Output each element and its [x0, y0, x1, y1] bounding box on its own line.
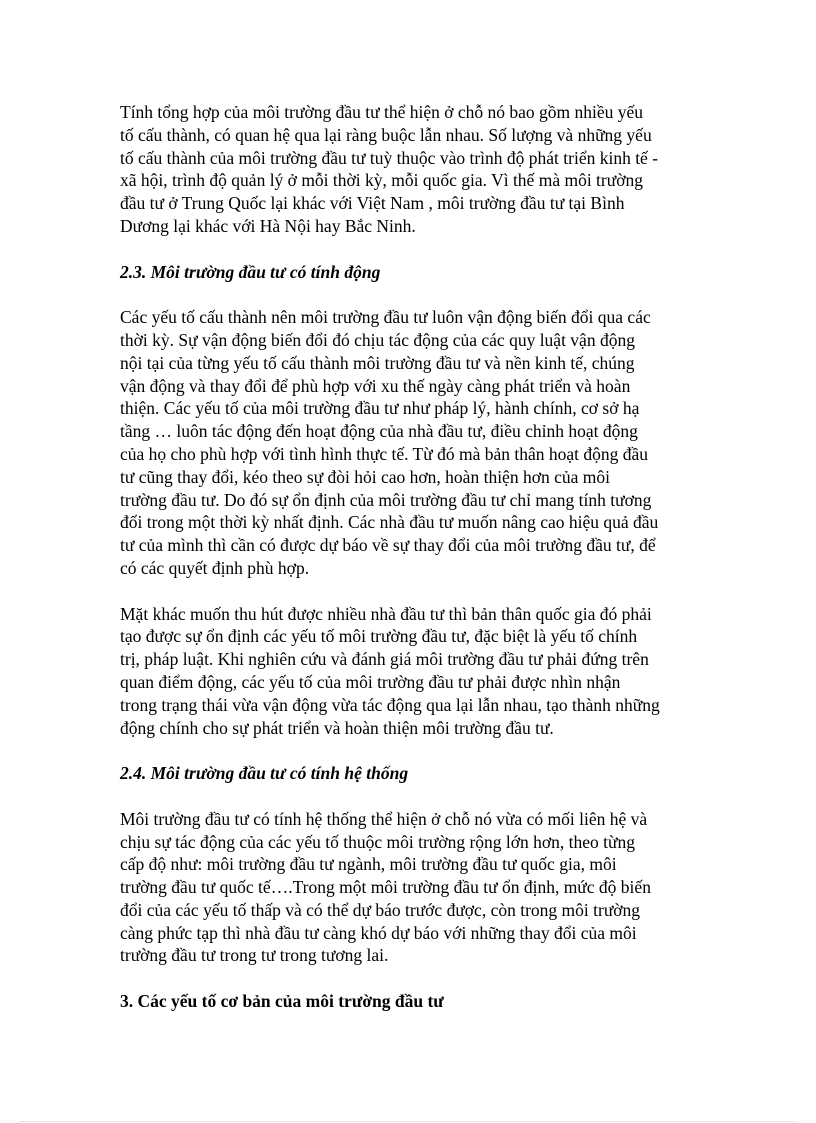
text-line: có các quyết định phù hợp. — [120, 557, 310, 578]
text-line: thiện. Các yếu tố của môi trường đầu tư như pháp lý, hành chính, cơ sở hạ — [120, 398, 640, 419]
text-line: Tính tổng hợp của môi trường đầu tư thể hiện ở chỗ nó bao gồm nhiều yếu — [120, 102, 644, 122]
text-line: tầng … luôn tác động đến hoạt động của nhà đầu tư, điều chỉnh hoạt động — [120, 421, 638, 442]
text-line: nội tại của từng yếu tố cấu thành môi trường đầu tư và nền kinh tế, chúng — [120, 352, 635, 373]
spacer — [120, 580, 700, 603]
text-line: đối trong một thời kỳ nhất định. Các nhà đầu tư muốn nâng cao hiệu quả đầu — [120, 512, 659, 533]
paragraph-dynamic — [120, 306, 700, 580]
text-line: Môi trường đầu tư có tính hệ thống thể hiện ở chỗ nó vừa có mối liên hệ và — [120, 808, 648, 829]
text-line: đầu tư ở Trung Quốc lại khác với Việt Nam , môi trường đầu tư tại Bình — [120, 193, 625, 214]
text-line: Mặt khác muốn thu hút được nhiều nhà đầu tư thì bản thân quốc gia đó phải — [120, 603, 652, 624]
text-line: tố cấu thành của môi trường đầu tư tuỳ thuộc vào trình độ phát triển kinh tế - — [120, 147, 659, 168]
paragraph-systematic — [120, 808, 700, 968]
text-line: đổi của các yếu tố thấp và có thể dự báo trước được, còn trong môi trường — [120, 899, 641, 920]
text-line: Các yếu tố cấu thành nên môi trường đầu tư luôn vận động biến đổi qua các — [120, 307, 651, 328]
spacer — [120, 739, 700, 762]
paragraph-comprehensiveness — [120, 101, 700, 238]
spacer — [120, 785, 700, 808]
text-line: chịu sự tác động của các yếu tố thuộc môi trường rộng lớn hơn, theo từng — [120, 831, 635, 852]
text-line: trường đầu tư quốc tế….Trong một môi trường đầu tư ổn định, mức độ biến — [120, 877, 651, 898]
text-line: của họ cho phù hợp với tình hình thực tế. Từ đó mà bản thân hoạt động đầu — [120, 443, 649, 464]
text-line: tư của mình thì cần có được dự báo về sự thay đổi của môi trường đầu tư, để — [120, 535, 656, 556]
text-line: quan điểm động, các yếu tố của môi trường đầu tư phải được nhìn nhận — [120, 671, 621, 692]
text-line: trong trạng thái vừa vận động vừa tác động qua lại lẫn nhau, tạo thành những — [120, 694, 660, 715]
text-line: trường đầu tư trong tư trong tương lai. — [120, 945, 389, 966]
text-line: tư cũng thay đổi, kéo theo sự đòi hỏi cao hơn, hoàn thiện hơn của môi — [120, 466, 610, 487]
spacer — [120, 238, 700, 261]
document-page — [120, 101, 700, 1013]
text-line: thời kỳ. Sự vận động biến đổi đó chịu tác động của các quy luật vận động — [120, 329, 635, 350]
text-line: trường đầu tư. Do đó sự ổn định của môi trường đầu tư chỉ mang tính tương — [120, 489, 652, 510]
text-line: vận động và thay đổi để phù hợp với xu thế ngày càng phát triển và hoàn — [120, 375, 631, 396]
text-line: tố cấu thành, có quan hệ qua lại ràng buộc lẫn nhau. Số lượng và những yếu — [120, 124, 652, 145]
spacer — [120, 283, 700, 306]
text-line: tạo được sự ổn định các yếu tố môi trường đầu tư, đặc biệt là yếu tố chính — [120, 626, 638, 647]
page-bottom-divider — [20, 1121, 796, 1122]
section-heading-2-4: 2.4. Môi trường đầu tư có tính hệ thống — [120, 763, 409, 784]
section-heading-3: 3. Các yếu tố cơ bản của môi trường đầu tư — [120, 991, 444, 1012]
text-line: cấp độ như: môi trường đầu tư ngành, môi trường đầu tư quốc gia, môi — [120, 854, 617, 875]
text-line: Dương lại khác với Hà Nội hay Bắc Ninh. — [120, 215, 416, 236]
paragraph-stability — [120, 603, 700, 740]
text-line: động chính cho sự phát triển và hoàn thiện môi trường đầu tư. — [120, 717, 554, 738]
text-line: trị, pháp luật. Khi nghiên cứu và đánh giá môi trường đầu tư phải đứng trên — [120, 649, 649, 670]
section-heading-2-3: 2.3. Môi trường đầu tư có tính động — [120, 261, 381, 282]
spacer — [120, 967, 700, 990]
text-line: càng phức tạp thì nhà đầu tư càng khó dự báo với những thay đổi của môi — [120, 922, 637, 943]
text-line: xã hội, trình độ quản lý ở mỗi thời kỳ, mỗi quốc gia. Vì thế mà môi trường — [120, 170, 643, 191]
